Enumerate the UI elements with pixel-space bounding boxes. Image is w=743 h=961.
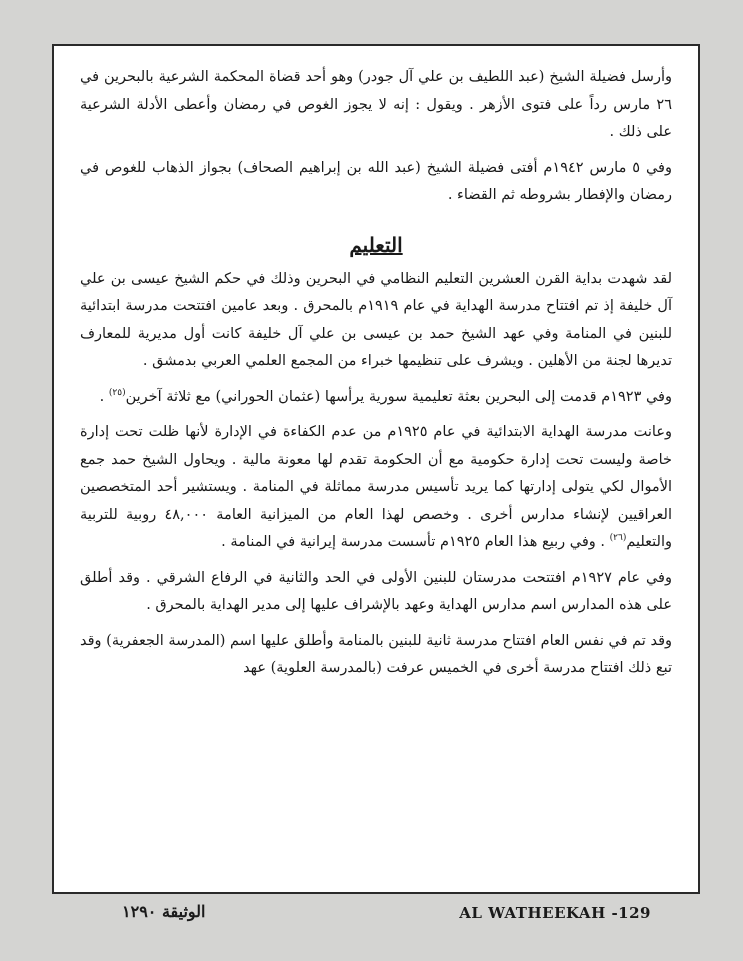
paragraph-education-intro: لقد شهدت بداية القرن العشرين التعليم النظامي في البحرين وذلك في حكم الشيخ عيسى بن علي آل خليفة إذ تم افتتاح مدرسة الهداية في عام ١٩١٩م بالمحرق . وبعد عامين افتتحت مدرسة ابتدائية للبنين في المنامة وفي عهد الشيخ حمد بن عيسى بن علي آل خليفة كانت أول مديرية للمعارف تديرها لجنة من الأهلين . ويشرف على تنظيمها خبراء من المجمع العلمي العربي بدمشق . [80,270,672,369]
paragraph-syrian-mission-tail: . [99,388,109,405]
paragraph-hidaya-school-text: وعانت مدرسة الهداية الابتدائية في عام ١٩٢٥م من عدم الكفاءة في الإدارة لأنها ظلت تحت إدارة خاصة وليست تحت إدارة حكومية مع أن الحكومة تقدم لها معونة مالية . ويحاول الشيخ حمد جمع الأموال لكي يتولى إدارتها كما يريد تأسيس مدرسة مماثلة في المنامة . ويستشير أحد المتخصصين العراقيين لإنشاء مدارس أخرى . وخصص لهذا العام من الميزانية العامة ٤٨,٠٠٠ روبية للتربية والتعليم [80,424,673,550]
paragraph-ghous-fatwa-2: وفي ٥ مارس ١٩٤٢م أفتى فضيلة الشيخ (عبد الله بن إبراهيم الصحاف) بجواز الذهاب للغوص في رمضان والإفطار بشروطه ثم القضاء . [80,159,672,203]
paragraph-syrian-mission [80,384,672,412]
page-footer [0,900,743,928]
footnote-marker-25: (٢٥) [108,387,126,398]
paragraph-ghous-fatwa-1: وأرسل فضيلة الشيخ (عبد اللطيف بن علي آل جودر) وهو أحد قضاة المحكمة الشرعية بالبحرين في ٢٦ مارس رداً على فتوى الأزهر . ويقول : إنه لا يجوز الغوص في رمضان وأعطى الأدلة الشرعية على ذلك . [80,69,672,140]
paragraph-hidaya-school [80,419,672,557]
footer-english-title: AL WATHEEKAH -129 [459,904,651,922]
footnote-marker-26: (٢٦) [609,533,627,544]
paragraph-hidaya-school-tail: . وفي ربيع هذا العام ١٩٢٥م تأسست مدرسة إيرانية في المنامة . [221,534,610,550]
paragraph-syrian-mission-text: وفي ١٩٢٣م قدمت إلى البحرين بعثة تعليمية سورية يرأسها (عثمان الحوراني) مع ثلاثة آخرين [125,388,672,405]
section-title: التعليم [349,232,403,257]
paragraph-1927-schools: وفي عام ١٩٢٧م افتتحت مدرستان للبنين الأولى في الحد والثانية في الرفاع الشرقي . وقد أطلق على هذه المدارس اسم مدارس الهداية وعهد بالإشراف عليها إلى مدير الهداية بالمحرق . [80,569,672,613]
document-page [52,44,700,894]
paragraph-jafaria-school: وقد تم في نفس العام افتتاح مدرسة ثانية للبنين بالمنامة وأطلق عليها اسم (المدرسة الجعفرية) وقد تبع ذلك افتتاح مدرسة أخرى في الخميس عرفت (بالمدرسة العلوية) عهد [80,632,672,676]
footer-arabic-title: الوثيقة ١٢٩٠ [122,902,206,921]
